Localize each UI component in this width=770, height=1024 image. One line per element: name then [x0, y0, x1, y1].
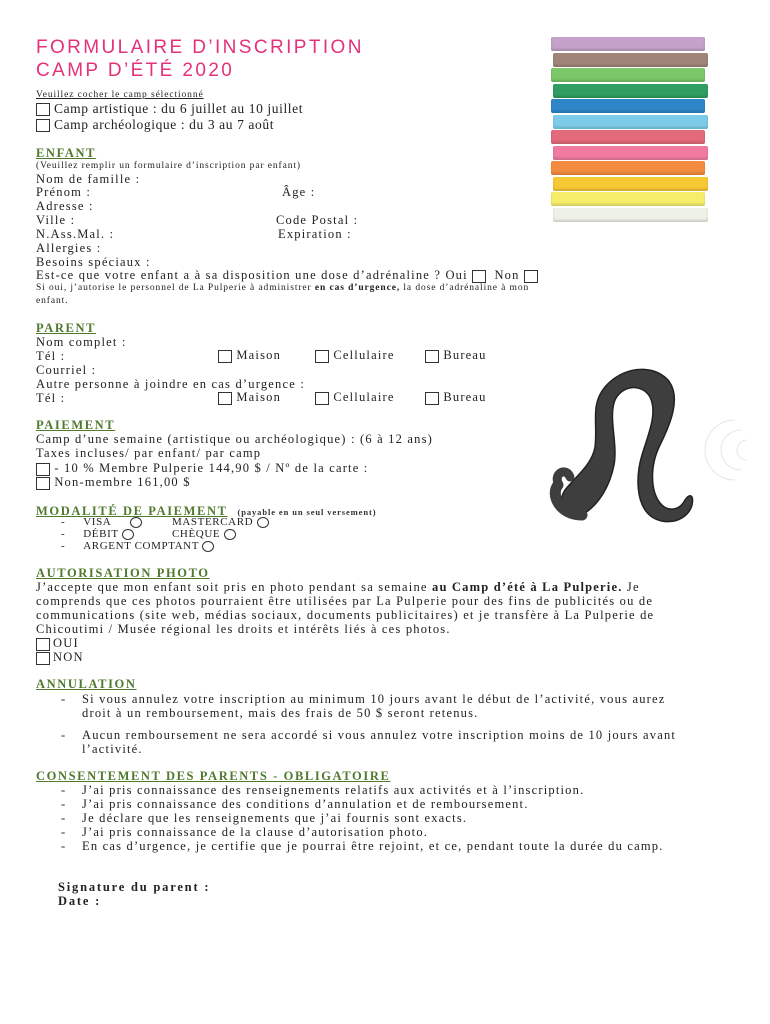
annulation-dash-1: -	[61, 692, 67, 706]
cheque-label: CHÈQUE	[172, 528, 221, 540]
visa-radio[interactable]	[130, 517, 142, 528]
auth-text-1: Si oui, j’autorise le personnel de La Pulperie à administrer	[36, 283, 312, 293]
pastel-stick	[551, 192, 705, 206]
consentement-item-4: J’ai pris connaissance de la clause d’autorisation photo.	[82, 825, 429, 839]
enfant-prenom-label: Prénom :	[36, 185, 92, 199]
enfant-nas-label: N.Ass.Mal. :	[36, 227, 115, 241]
cheque-radio[interactable]	[224, 529, 236, 540]
adrenaline-oui-checkbox[interactable]	[472, 270, 486, 283]
consentement-item-2: J’ai pris connaissance des conditions d’annulation et de remboursement.	[82, 797, 529, 811]
enfant-ville-label: Ville :	[36, 213, 76, 227]
tel-maison-label: Maison	[236, 348, 282, 362]
pastel-stick	[553, 53, 708, 67]
auth-text-2: la dose d’adrénaline à mon	[403, 283, 530, 293]
camp-select-hint: Veuillez cocher le camp sélectionné	[36, 90, 204, 100]
consentement-item-1: J’ai pris connaissance des renseignements relatifs aux activités et à l’inscription.	[82, 783, 585, 797]
autre-tel-maison-option[interactable]	[218, 390, 281, 405]
visa-option[interactable]	[61, 516, 142, 528]
auth-text-3: enfant.	[36, 296, 69, 306]
visa-dash: -	[61, 516, 66, 528]
adrenaline-non-checkbox[interactable]	[524, 270, 538, 283]
consentement-item-3: Je déclare que les renseignements que j’ai fournis sont exacts.	[82, 811, 468, 825]
pastel-stick	[551, 37, 705, 51]
annulation-p1a: Si vous annulez votre inscription au minimum 10 jours avant le début de l’activité, vous aurez	[82, 692, 666, 706]
debit-dash: -	[61, 528, 66, 540]
tel-maison-checkbox[interactable]	[218, 350, 232, 363]
pastel-stick	[551, 99, 705, 113]
photo-l1a: J’accepte que mon enfant soit pris en photo pendant sa semaine	[36, 580, 428, 594]
membre-option[interactable]	[36, 461, 368, 476]
mastercard-radio[interactable]	[257, 517, 269, 528]
page-title-line2: CAMP D’ÉTÉ 2020	[36, 60, 235, 81]
mastercard-label: MASTERCARD	[172, 516, 254, 528]
photo-non-option[interactable]	[36, 650, 84, 665]
autre-maison-checkbox[interactable]	[218, 392, 232, 405]
photo-non-checkbox[interactable]	[36, 652, 50, 665]
photo-l1b: au Camp d’été à La Pulperie.	[432, 580, 623, 594]
debit-option[interactable]	[61, 528, 134, 540]
annulation-dash-2: -	[61, 728, 67, 742]
tel-bureau-label: Bureau	[443, 348, 487, 362]
debit-radio[interactable]	[122, 529, 134, 540]
non-membre-option[interactable]	[36, 475, 191, 490]
photo-line3: communications (site web, médias sociaux, documents publicitaires) et je transfère à La Pulperie de	[36, 608, 655, 622]
autre-cellulaire-label: Cellulaire	[333, 390, 395, 404]
section-parent-heading: PARENT	[36, 321, 97, 335]
consentement-item-5: En cas d’urgence, je certifie que je pourrai être rejoint, et ce, pendant toute la durée du camp.	[82, 839, 664, 853]
photo-line1	[36, 580, 640, 595]
autre-cellulaire-checkbox[interactable]	[315, 392, 329, 405]
camp-archeologique-checkbox[interactable]	[36, 119, 50, 132]
parent-tel-label: Tél :	[36, 349, 66, 363]
autre-personne-label: Autre personne à joindre en cas d’urgence :	[36, 377, 305, 391]
argent-dash: -	[61, 540, 66, 552]
visa-label: VISA	[83, 516, 111, 528]
adrenaline-non-label: Non	[494, 268, 520, 282]
pastel-stick	[553, 177, 708, 191]
signature-label: Signature du parent :	[58, 880, 211, 894]
camp-artistique-checkbox[interactable]	[36, 103, 50, 116]
membre-label: - 10 % Membre Pulperie 144,90 $ / Nº de la carte :	[54, 461, 369, 475]
autre-tel-bureau-option[interactable]	[425, 390, 487, 405]
annulation-p1b: droit à un remboursement, mais des frais de 50 $ seront retenus.	[82, 706, 479, 720]
tel-bureau-checkbox[interactable]	[425, 350, 439, 363]
enfant-note: (Veuillez remplir un formulaire d’inscription par enfant)	[36, 161, 301, 171]
photo-oui-checkbox[interactable]	[36, 638, 50, 651]
page-title-line1: FORMULAIRE D’INSCRIPTION	[36, 37, 364, 58]
enfant-expiration-label: Expiration :	[278, 227, 352, 241]
enfant-adresse-label: Adresse :	[36, 199, 94, 213]
photo-non-label: NON	[53, 650, 84, 664]
camp-artistique-label: Camp artistique : du 6 juillet au 10 juillet	[53, 101, 304, 116]
cheque-option[interactable]	[172, 528, 236, 540]
camp-archeologique-option[interactable]	[36, 117, 274, 133]
camp-artistique-option[interactable]	[36, 101, 303, 117]
debit-label: DÉBIT	[83, 528, 119, 540]
parent-courriel-label: Courriel :	[36, 363, 97, 377]
pastel-stick	[553, 84, 708, 98]
annulation-p2b: l’activité.	[82, 742, 143, 756]
paiement-line2: Taxes incluses/ par enfant/ par camp	[36, 446, 262, 460]
autre-bureau-label: Bureau	[443, 390, 487, 404]
enfant-code-postal-label: Code Postal :	[276, 213, 359, 227]
section-annulation-heading: ANNULATION	[36, 677, 137, 691]
date-label: Date :	[58, 894, 102, 908]
adrenaline-question-text: Est-ce que votre enfant a à sa disposition une dose d’adrénaline ? Oui	[36, 268, 468, 282]
consentement-dash-4: -	[61, 825, 67, 839]
auth-text-bold: en cas d’urgence,	[314, 283, 401, 293]
photo-oui-option[interactable]	[36, 636, 79, 651]
parent-tel-cellulaire-option[interactable]	[315, 348, 395, 363]
colored-pastel-sticks-icon	[551, 37, 708, 223]
argent-radio[interactable]	[202, 541, 214, 552]
non-membre-checkbox[interactable]	[36, 477, 50, 490]
section-photo-heading: AUTORISATION PHOTO	[36, 566, 210, 580]
paiement-line1: Camp d’une semaine (artistique ou archéologique) : (6 à 12 ans)	[36, 432, 434, 446]
parent-nom-label: Nom complet :	[36, 335, 127, 349]
consentement-dash-5: -	[61, 839, 67, 853]
pastel-stick	[551, 130, 705, 144]
photo-l1c: Je	[626, 580, 640, 594]
photo-line2: comprends que ces photos pourraient être utilisées par La Pulperie pour des fins de publicités ou de	[36, 594, 654, 608]
autre-bureau-checkbox[interactable]	[425, 392, 439, 405]
photo-oui-label: OUI	[53, 636, 79, 650]
pastel-stick	[553, 208, 708, 222]
enfant-nom-label: Nom de famille :	[36, 172, 141, 186]
non-membre-label: Non-membre 161,00 $	[54, 475, 191, 489]
modalite-note: (payable en un seul versement)	[237, 507, 377, 517]
parent-tel-maison-option[interactable]	[218, 348, 281, 363]
adrenaline-authorisation	[36, 283, 529, 293]
enfant-besoins-label: Besoins spéciaux :	[36, 255, 151, 269]
pastel-stick	[553, 115, 708, 129]
mastercard-option[interactable]	[172, 516, 269, 528]
argent-label: ARGENT COMPTANT	[83, 540, 199, 552]
annulation-p2a: Aucun remboursement ne sera accordé si vous annulez votre inscription moins de 10 jours avant	[82, 728, 677, 742]
argent-option[interactable]	[61, 540, 214, 552]
enfant-allergies-label: Allergies :	[36, 241, 102, 255]
photo-line4: Chicoutimi / Musée régional les droits et intérêts liés à ces photos.	[36, 622, 451, 636]
consentement-dash-3: -	[61, 811, 67, 825]
autre-maison-label: Maison	[236, 390, 282, 404]
consentement-dash-1: -	[61, 783, 67, 797]
section-consentement-heading: CONSENTEMENT DES PARENTS - OBLIGATOIRE	[36, 769, 391, 783]
section-modalite-heading: MODALITÉ DE PAIEMENT	[36, 504, 228, 518]
parent-tel-bureau-option[interactable]	[425, 348, 487, 363]
adrenaline-question	[36, 268, 538, 283]
section-paiement-heading: PAIEMENT	[36, 418, 116, 432]
pastel-stick	[551, 68, 705, 82]
autre-tel-label: Tél :	[36, 391, 66, 405]
pastel-stick	[553, 146, 708, 160]
autre-tel-cellulaire-option[interactable]	[315, 390, 395, 405]
enfant-age-label: Âge :	[282, 185, 316, 199]
pastel-stick	[551, 161, 705, 175]
camp-archeologique-label: Camp archéologique : du 3 au 7 août	[53, 117, 275, 132]
tel-cellulaire-label: Cellulaire	[333, 348, 395, 362]
consentement-dash-2: -	[61, 797, 67, 811]
membre-checkbox[interactable]	[36, 463, 50, 476]
clay-omega-shape-icon	[510, 355, 755, 535]
section-enfant-heading: ENFANT	[36, 146, 97, 160]
tel-cellulaire-checkbox[interactable]	[315, 350, 329, 363]
